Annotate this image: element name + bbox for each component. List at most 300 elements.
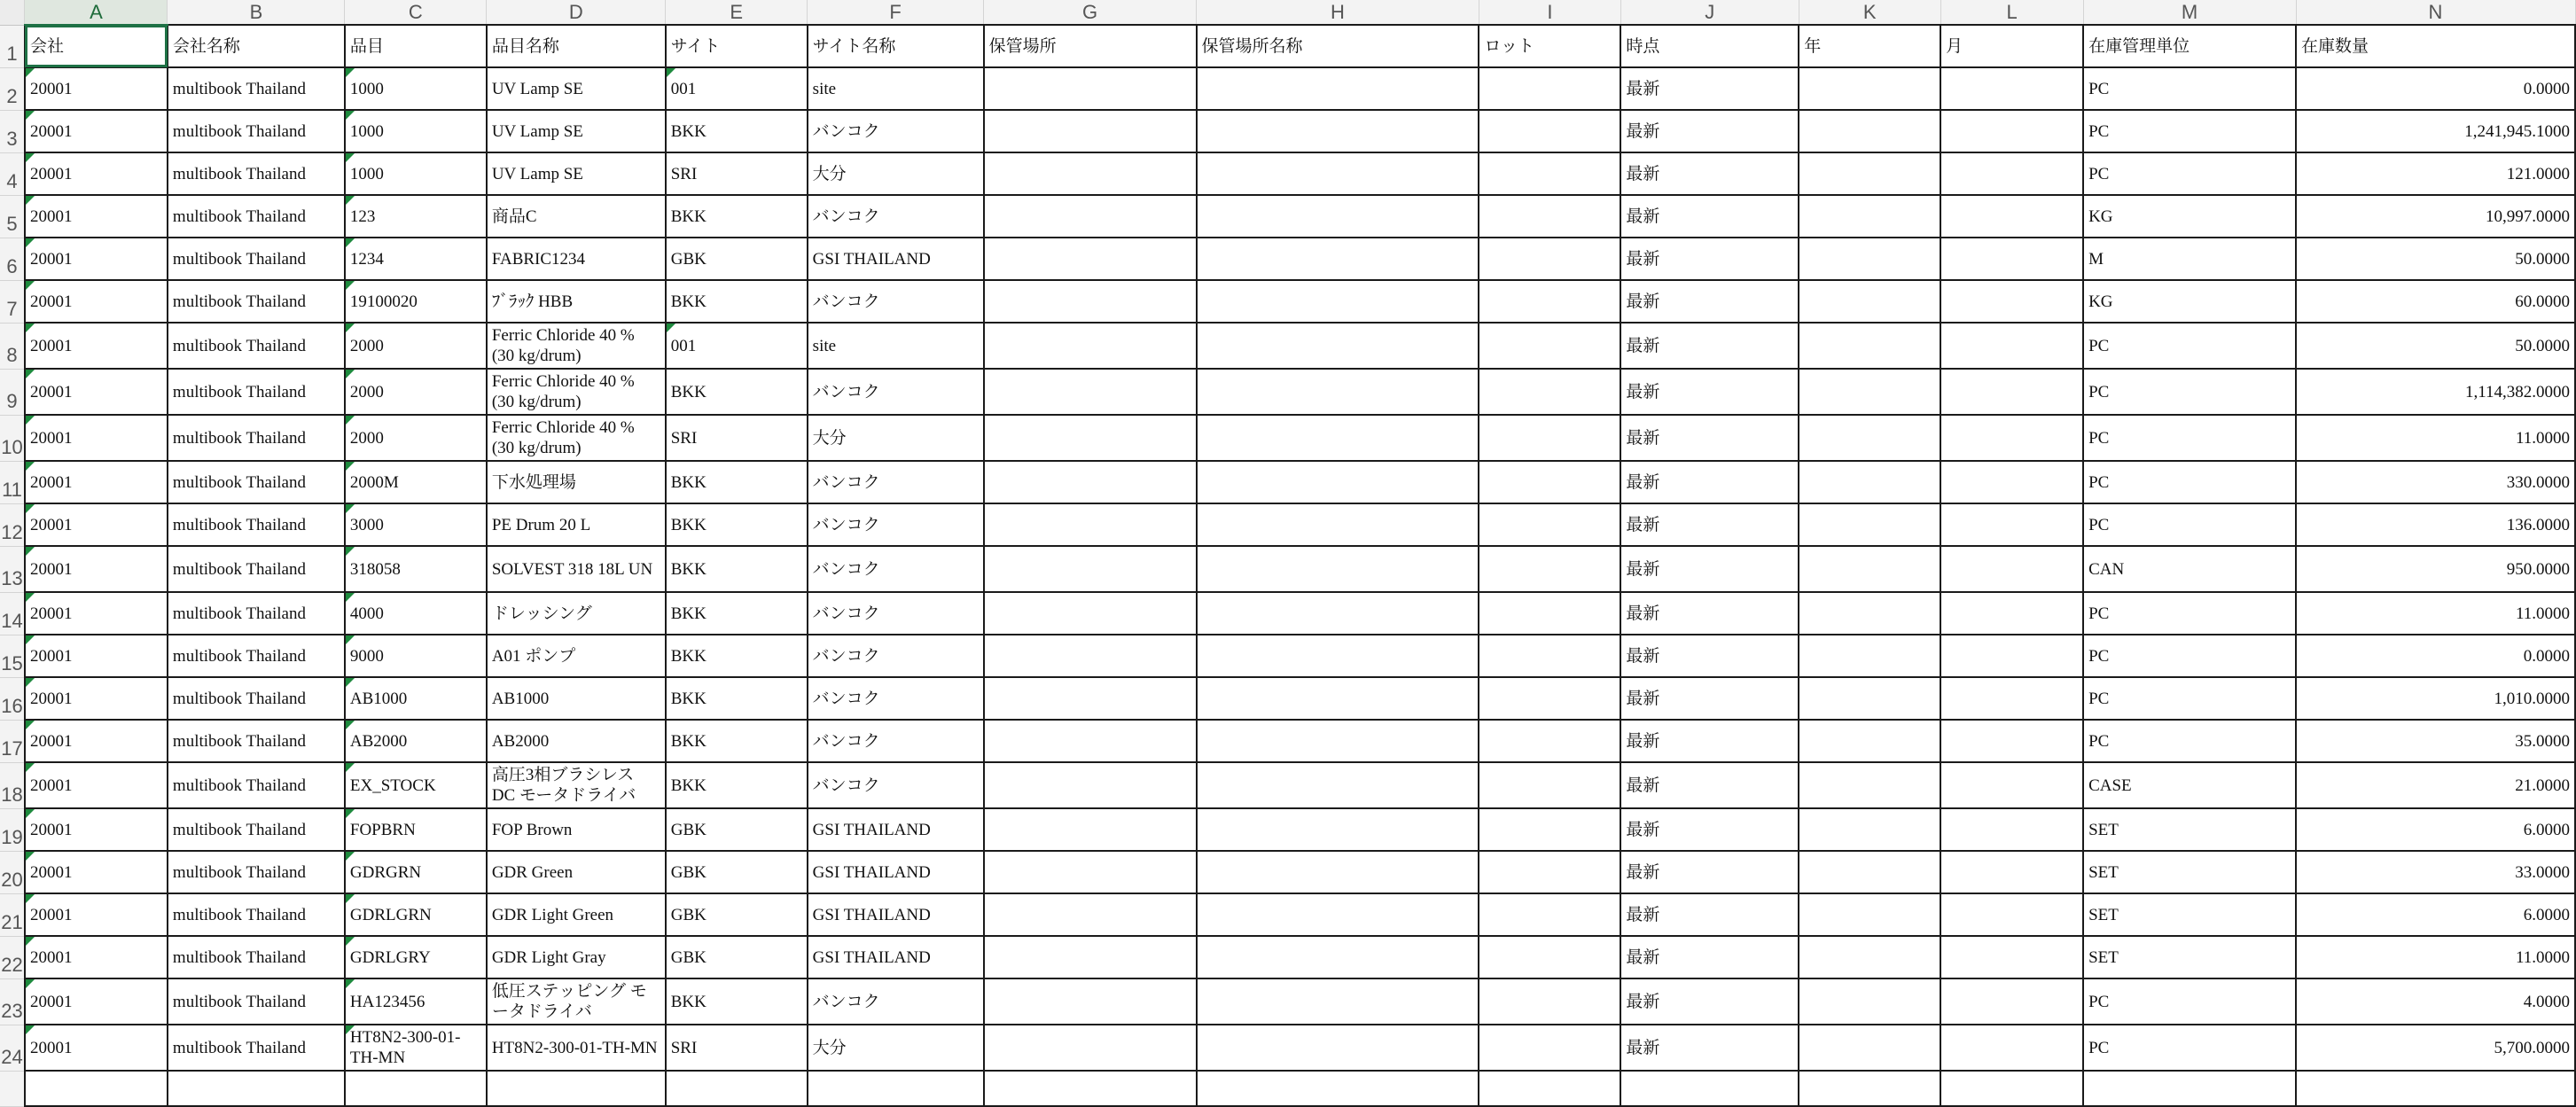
row-header[interactable]: 9 [0, 369, 25, 415]
cell-company-name[interactable] [168, 592, 345, 635]
cell-quantity[interactable] [2296, 67, 2575, 110]
cell-company[interactable] [25, 677, 168, 720]
cell-point[interactable] [1620, 110, 1799, 152]
cell-lot[interactable] [1479, 808, 1620, 851]
cell-site-name[interactable] [808, 152, 984, 195]
cell-quantity[interactable] [2296, 808, 2575, 851]
cell-company[interactable] [25, 67, 168, 110]
cell-storage[interactable] [984, 415, 1197, 461]
cell-lot[interactable] [1479, 323, 1620, 369]
cell-storage-name[interactable] [1197, 677, 1479, 720]
cell-quantity[interactable] [2296, 1025, 2575, 1071]
cell-storage[interactable] [984, 369, 1197, 415]
row-header[interactable]: 16 [0, 677, 25, 720]
cell-item[interactable] [345, 280, 487, 323]
cell-site-name[interactable] [808, 238, 984, 280]
cell-item-name[interactable] [487, 503, 666, 546]
cell-partial[interactable] [666, 1071, 808, 1106]
cell-year[interactable] [1799, 936, 1940, 978]
cell-storage-name[interactable] [1197, 851, 1479, 893]
header-cell[interactable]: サイト [666, 25, 808, 67]
cell-item[interactable] [345, 851, 487, 893]
cell-quantity[interactable] [2296, 503, 2575, 546]
header-cell[interactable]: 在庫管理単位 [2083, 25, 2296, 67]
cell-unit[interactable] [2083, 978, 2296, 1025]
cell-storage-name[interactable] [1197, 369, 1479, 415]
cell-item[interactable] [345, 677, 487, 720]
cell-month[interactable] [1940, 323, 2083, 369]
cell-quantity[interactable] [2296, 195, 2575, 238]
cell-site-name[interactable] [808, 677, 984, 720]
cell-storage[interactable] [984, 461, 1197, 503]
cell-company-name[interactable] [168, 280, 345, 323]
cell-company-name[interactable] [168, 893, 345, 936]
cell-storage-name[interactable] [1197, 503, 1479, 546]
cell-partial[interactable] [1620, 1071, 1799, 1106]
cell-point[interactable] [1620, 978, 1799, 1025]
cell-month[interactable] [1940, 369, 2083, 415]
cell-quantity[interactable] [2296, 238, 2575, 280]
cell-site-name[interactable] [808, 503, 984, 546]
cell-company-name[interactable] [168, 808, 345, 851]
cell-company[interactable] [25, 546, 168, 592]
cell-unit[interactable] [2083, 592, 2296, 635]
cell-quantity[interactable] [2296, 762, 2575, 808]
cell-company-name[interactable] [168, 195, 345, 238]
cell-site-name[interactable] [808, 893, 984, 936]
cell-storage-name[interactable] [1197, 762, 1479, 808]
cell-point[interactable] [1620, 461, 1799, 503]
cell-site[interactable] [666, 195, 808, 238]
cell-item-name[interactable] [487, 415, 666, 461]
cell-month[interactable] [1940, 978, 2083, 1025]
cell-site[interactable] [666, 592, 808, 635]
cell-company[interactable] [25, 720, 168, 762]
cell-year[interactable] [1799, 503, 1940, 546]
cell-lot[interactable] [1479, 851, 1620, 893]
row-header[interactable]: 5 [0, 195, 25, 238]
cell-year[interactable] [1799, 152, 1940, 195]
cell-quantity[interactable] [2296, 936, 2575, 978]
cell-quantity[interactable] [2296, 546, 2575, 592]
cell-item[interactable] [345, 238, 487, 280]
cell-company[interactable] [25, 461, 168, 503]
cell-month[interactable] [1940, 110, 2083, 152]
cell-storage[interactable] [984, 546, 1197, 592]
cell-point[interactable] [1620, 503, 1799, 546]
cell-lot[interactable] [1479, 546, 1620, 592]
cell-lot[interactable] [1479, 152, 1620, 195]
cell-storage-name[interactable] [1197, 110, 1479, 152]
cell-year[interactable] [1799, 677, 1940, 720]
cell-item-name[interactable] [487, 238, 666, 280]
cell-site[interactable] [666, 110, 808, 152]
row-header[interactable]: 19 [0, 808, 25, 851]
cell-partial[interactable] [1940, 1071, 2083, 1106]
cell-storage-name[interactable] [1197, 415, 1479, 461]
cell-site-name[interactable] [808, 461, 984, 503]
cell-storage[interactable] [984, 152, 1197, 195]
cell-item[interactable] [345, 635, 487, 677]
cell-company[interactable] [25, 635, 168, 677]
cell-month[interactable] [1940, 762, 2083, 808]
cell-storage[interactable] [984, 238, 1197, 280]
cell-unit[interactable] [2083, 369, 2296, 415]
cell-unit[interactable] [2083, 635, 2296, 677]
cell-item[interactable] [345, 323, 487, 369]
cell-company[interactable] [25, 503, 168, 546]
cell-lot[interactable] [1479, 936, 1620, 978]
row-header[interactable]: 13 [0, 546, 25, 592]
cell-item[interactable] [345, 592, 487, 635]
cell-item-name[interactable] [487, 720, 666, 762]
cell-site[interactable] [666, 503, 808, 546]
cell-year[interactable] [1799, 851, 1940, 893]
cell-company[interactable] [25, 369, 168, 415]
cell-point[interactable] [1620, 369, 1799, 415]
cell-item[interactable] [345, 720, 487, 762]
cell-unit[interactable] [2083, 546, 2296, 592]
cell-item[interactable] [345, 1025, 487, 1071]
cell-point[interactable] [1620, 936, 1799, 978]
column-header-n[interactable]: N [2296, 0, 2575, 25]
cell-item-name[interactable] [487, 936, 666, 978]
cell-year[interactable] [1799, 195, 1940, 238]
cell-partial[interactable] [1479, 1071, 1620, 1106]
cell-lot[interactable] [1479, 1025, 1620, 1071]
cell-item-name[interactable] [487, 592, 666, 635]
cell-unit[interactable] [2083, 851, 2296, 893]
cell-item-name[interactable] [487, 152, 666, 195]
cell-company-name[interactable] [168, 238, 345, 280]
cell-point[interactable] [1620, 280, 1799, 323]
cell-unit[interactable] [2083, 720, 2296, 762]
row-header[interactable]: 23 [0, 978, 25, 1025]
cell-year[interactable] [1799, 893, 1940, 936]
cell-year[interactable] [1799, 67, 1940, 110]
header-cell[interactable]: 品目名称 [487, 25, 666, 67]
cell-lot[interactable] [1479, 893, 1620, 936]
cell-unit[interactable] [2083, 67, 2296, 110]
cell-storage[interactable] [984, 110, 1197, 152]
cell-site[interactable] [666, 369, 808, 415]
cell-partial[interactable] [984, 1071, 1197, 1106]
cell-site[interactable] [666, 808, 808, 851]
cell-year[interactable] [1799, 110, 1940, 152]
cell-unit[interactable] [2083, 195, 2296, 238]
cell-year[interactable] [1799, 635, 1940, 677]
row-header[interactable]: 8 [0, 323, 25, 369]
cell-partial[interactable] [345, 1071, 487, 1106]
cell-item-name[interactable] [487, 323, 666, 369]
cell-partial[interactable] [1799, 1071, 1940, 1106]
column-header-e[interactable]: E [666, 0, 808, 25]
cell-company-name[interactable] [168, 461, 345, 503]
row-header[interactable]: 6 [0, 238, 25, 280]
cell-year[interactable] [1799, 238, 1940, 280]
cell-site-name[interactable] [808, 978, 984, 1025]
cell-item[interactable] [345, 110, 487, 152]
cell-site[interactable] [666, 635, 808, 677]
cell-lot[interactable] [1479, 461, 1620, 503]
header-cell[interactable]: 会社名称 [168, 25, 345, 67]
header-cell[interactable]: 在庫数量 [2296, 25, 2575, 67]
header-cell[interactable]: 月 [1940, 25, 2083, 67]
cell-site-name[interactable] [808, 851, 984, 893]
header-cell[interactable]: 会社 [25, 25, 168, 67]
cell-company[interactable] [25, 238, 168, 280]
cell-storage-name[interactable] [1197, 978, 1479, 1025]
cell-quantity[interactable] [2296, 323, 2575, 369]
cell-site-name[interactable] [808, 195, 984, 238]
cell-storage-name[interactable] [1197, 936, 1479, 978]
column-header-i[interactable]: I [1479, 0, 1620, 25]
cell-lot[interactable] [1479, 762, 1620, 808]
cell-site[interactable] [666, 238, 808, 280]
cell-company-name[interactable] [168, 110, 345, 152]
cell-storage-name[interactable] [1197, 893, 1479, 936]
cell-item[interactable] [345, 762, 487, 808]
cell-site-name[interactable] [808, 546, 984, 592]
cell-unit[interactable] [2083, 762, 2296, 808]
row-header[interactable]: 1 [0, 25, 25, 67]
cell-site[interactable] [666, 1025, 808, 1071]
cell-item-name[interactable] [487, 280, 666, 323]
cell-partial[interactable] [808, 1071, 984, 1106]
cell-site-name[interactable] [808, 936, 984, 978]
cell-storage-name[interactable] [1197, 546, 1479, 592]
cell-site[interactable] [666, 851, 808, 893]
cell-point[interactable] [1620, 152, 1799, 195]
cell-site[interactable] [666, 677, 808, 720]
cell-item-name[interactable] [487, 808, 666, 851]
cell-company-name[interactable] [168, 936, 345, 978]
cell-lot[interactable] [1479, 280, 1620, 323]
cell-quantity[interactable] [2296, 851, 2575, 893]
cell-month[interactable] [1940, 635, 2083, 677]
cell-company[interactable] [25, 978, 168, 1025]
cell-lot[interactable] [1479, 415, 1620, 461]
cell-storage[interactable] [984, 978, 1197, 1025]
cell-storage-name[interactable] [1197, 635, 1479, 677]
cell-item[interactable] [345, 978, 487, 1025]
cell-site-name[interactable] [808, 720, 984, 762]
cell-site-name[interactable] [808, 280, 984, 323]
cell-month[interactable] [1940, 851, 2083, 893]
cell-lot[interactable] [1479, 110, 1620, 152]
cell-item-name[interactable] [487, 461, 666, 503]
cell-unit[interactable] [2083, 238, 2296, 280]
cell-item[interactable] [345, 195, 487, 238]
cell-item-name[interactable] [487, 851, 666, 893]
cell-item[interactable] [345, 461, 487, 503]
cell-month[interactable] [1940, 592, 2083, 635]
cell-storage[interactable] [984, 677, 1197, 720]
cell-storage[interactable] [984, 280, 1197, 323]
column-header-m[interactable]: M [2083, 0, 2296, 25]
cell-item[interactable] [345, 893, 487, 936]
cell-site-name[interactable] [808, 67, 984, 110]
header-cell[interactable]: 保管場所 [984, 25, 1197, 67]
column-header-k[interactable]: K [1799, 0, 1940, 25]
cell-company-name[interactable] [168, 503, 345, 546]
cell-storage-name[interactable] [1197, 195, 1479, 238]
cell-storage[interactable] [984, 936, 1197, 978]
cell-month[interactable] [1940, 238, 2083, 280]
cell-lot[interactable] [1479, 503, 1620, 546]
cell-year[interactable] [1799, 808, 1940, 851]
column-header-h[interactable]: H [1197, 0, 1479, 25]
column-header-a[interactable]: A [25, 0, 168, 25]
cell-unit[interactable] [2083, 152, 2296, 195]
column-header-c[interactable]: C [345, 0, 487, 25]
cell-unit[interactable] [2083, 415, 2296, 461]
cell-month[interactable] [1940, 546, 2083, 592]
cell-month[interactable] [1940, 280, 2083, 323]
cell-site[interactable] [666, 893, 808, 936]
row-header[interactable]: 7 [0, 280, 25, 323]
cell-item[interactable] [345, 936, 487, 978]
cell-point[interactable] [1620, 67, 1799, 110]
cell-company[interactable] [25, 280, 168, 323]
cell-item[interactable] [345, 415, 487, 461]
cell-site-name[interactable] [808, 1025, 984, 1071]
cell-company[interactable] [25, 323, 168, 369]
cell-month[interactable] [1940, 67, 2083, 110]
cell-company[interactable] [25, 195, 168, 238]
cell-site-name[interactable] [808, 808, 984, 851]
cell-unit[interactable] [2083, 503, 2296, 546]
cell-quantity[interactable] [2296, 369, 2575, 415]
row-header[interactable]: 21 [0, 893, 25, 936]
cell-point[interactable] [1620, 677, 1799, 720]
cell-company-name[interactable] [168, 369, 345, 415]
cell-item-name[interactable] [487, 546, 666, 592]
cell-company[interactable] [25, 1025, 168, 1071]
cell-lot[interactable] [1479, 369, 1620, 415]
cell-month[interactable] [1940, 415, 2083, 461]
header-cell[interactable]: ロット [1479, 25, 1620, 67]
cell-point[interactable] [1620, 238, 1799, 280]
cell-company[interactable] [25, 851, 168, 893]
cell-year[interactable] [1799, 280, 1940, 323]
cell-storage[interactable] [984, 635, 1197, 677]
cell-storage-name[interactable] [1197, 592, 1479, 635]
cell-year[interactable] [1799, 978, 1940, 1025]
cell-storage[interactable] [984, 592, 1197, 635]
row-header[interactable]: 22 [0, 936, 25, 978]
cell-item[interactable] [345, 546, 487, 592]
cell-unit[interactable] [2083, 323, 2296, 369]
cell-item-name[interactable] [487, 110, 666, 152]
row-header[interactable]: 11 [0, 461, 25, 503]
cell-quantity[interactable] [2296, 893, 2575, 936]
cell-site-name[interactable] [808, 369, 984, 415]
cell-company-name[interactable] [168, 720, 345, 762]
cell-unit[interactable] [2083, 461, 2296, 503]
cell-site-name[interactable] [808, 110, 984, 152]
row-header[interactable]: 3 [0, 110, 25, 152]
cell-storage-name[interactable] [1197, 238, 1479, 280]
cell-year[interactable] [1799, 1025, 1940, 1071]
cell-month[interactable] [1940, 893, 2083, 936]
cell-point[interactable] [1620, 323, 1799, 369]
row-header[interactable]: 20 [0, 851, 25, 893]
cell-company-name[interactable] [168, 677, 345, 720]
row-header[interactable]: 4 [0, 152, 25, 195]
cell-lot[interactable] [1479, 67, 1620, 110]
cell-item[interactable] [345, 503, 487, 546]
column-header-l[interactable]: L [1940, 0, 2083, 25]
cell-point[interactable] [1620, 592, 1799, 635]
cell-company-name[interactable] [168, 152, 345, 195]
cell-item-name[interactable] [487, 893, 666, 936]
cell-month[interactable] [1940, 1025, 2083, 1071]
cell-quantity[interactable] [2296, 280, 2575, 323]
row-header[interactable]: 17 [0, 720, 25, 762]
cell-storage-name[interactable] [1197, 720, 1479, 762]
cell-company-name[interactable] [168, 546, 345, 592]
header-cell[interactable]: サイト名称 [808, 25, 984, 67]
cell-company-name[interactable] [168, 978, 345, 1025]
cell-storage-name[interactable] [1197, 152, 1479, 195]
cell-site-name[interactable] [808, 323, 984, 369]
select-all-corner[interactable] [0, 0, 25, 25]
row-header[interactable]: 2 [0, 67, 25, 110]
cell-site[interactable] [666, 461, 808, 503]
cell-year[interactable] [1799, 720, 1940, 762]
cell-company-name[interactable] [168, 635, 345, 677]
cell-site-name[interactable] [808, 415, 984, 461]
cell-year[interactable] [1799, 415, 1940, 461]
column-header-b[interactable]: B [168, 0, 345, 25]
cell-quantity[interactable] [2296, 635, 2575, 677]
cell-lot[interactable] [1479, 195, 1620, 238]
cell-item[interactable] [345, 808, 487, 851]
cell-item-name[interactable] [487, 195, 666, 238]
cell-company-name[interactable] [168, 415, 345, 461]
cell-company[interactable] [25, 893, 168, 936]
cell-storage-name[interactable] [1197, 67, 1479, 110]
row-header[interactable]: 14 [0, 592, 25, 635]
cell-site[interactable] [666, 415, 808, 461]
cell-company[interactable] [25, 152, 168, 195]
cell-month[interactable] [1940, 152, 2083, 195]
cell-storage-name[interactable] [1197, 461, 1479, 503]
cell-company-name[interactable] [168, 762, 345, 808]
cell-year[interactable] [1799, 592, 1940, 635]
header-cell[interactable]: 年 [1799, 25, 1940, 67]
cell-quantity[interactable] [2296, 720, 2575, 762]
cell-year[interactable] [1799, 323, 1940, 369]
cell-item-name[interactable] [487, 978, 666, 1025]
cell-storage[interactable] [984, 893, 1197, 936]
cell-item-name[interactable] [487, 67, 666, 110]
cell-quantity[interactable] [2296, 592, 2575, 635]
cell-site[interactable] [666, 936, 808, 978]
header-cell[interactable]: 保管場所名称 [1197, 25, 1479, 67]
cell-site-name[interactable] [808, 635, 984, 677]
cell-partial[interactable] [1197, 1071, 1479, 1106]
cell-year[interactable] [1799, 546, 1940, 592]
cell-storage[interactable] [984, 762, 1197, 808]
cell-month[interactable] [1940, 720, 2083, 762]
column-header-d[interactable]: D [487, 0, 666, 25]
row-header[interactable]: 18 [0, 762, 25, 808]
cell-storage-name[interactable] [1197, 280, 1479, 323]
cell-quantity[interactable] [2296, 110, 2575, 152]
cell-unit[interactable] [2083, 808, 2296, 851]
